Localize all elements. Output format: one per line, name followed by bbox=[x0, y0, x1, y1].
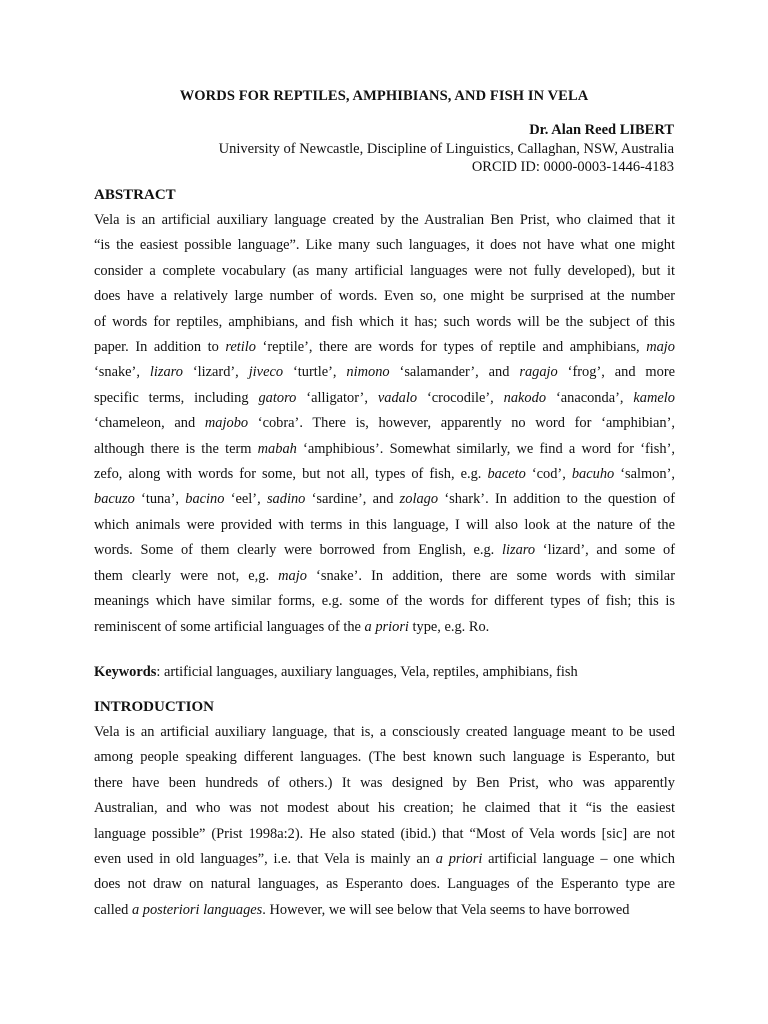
abstract-line: specific terms, including gatoro ‘alligator’, vadalo ‘crocodile’, nakodo ‘anaconda’, kamelo bbox=[94, 389, 675, 406]
abstract-line: of words for reptiles, amphibians, and fish which it has; such words will be the subject of this bbox=[94, 313, 675, 330]
abstract-heading: ABSTRACT bbox=[94, 187, 176, 203]
introduction-line: even used in old languages”, i.e. that Vela is mainly an a priori artificial language – one which bbox=[94, 851, 676, 868]
author-name: Dr. Alan Reed LIBERT bbox=[529, 122, 674, 138]
abstract-line: meanings which have similar forms, e.g. some of the words for different types of fish; this is bbox=[94, 593, 675, 610]
introduction-line: called a posteriori languages. However, we will see below that Vela seems to have borrowed bbox=[94, 901, 630, 918]
paper-title: WORDS FOR REPTILES, AMPHIBIANS, AND FISH IN VELA bbox=[179, 88, 589, 104]
introduction-line: there have been hundreds of others.) It was designed by Ben Prist, who was apparently bbox=[94, 774, 675, 791]
keywords-text: : artificial languages, auxiliary languages, Vela, reptiles, amphibians, fish bbox=[156, 664, 578, 680]
abstract-line: although there is the term mabah ‘amphibious’. Somewhat similarly, we find a word for ‘fish’, bbox=[94, 440, 675, 457]
introduction-line: Vela is an artificial auxiliary language, that is, a consciously created language meant to be used bbox=[94, 724, 675, 740]
introduction-line: language possible” (Prist 1998a:2). He also stated (ibid.) that “Most of Vela words [sic] are not bbox=[94, 825, 675, 842]
abstract-line: paper. In addition to retilo ‘reptile’, there are words for types of reptile and amphibians, majo bbox=[94, 339, 675, 356]
introduction-line: Australian, and who was not modest about his creation; he claimed that it “is the easiest bbox=[94, 800, 675, 817]
abstract-line: words. Some of them clearly were borrowed from English, e.g. lizaro ‘lizard’, and some of bbox=[94, 542, 675, 559]
abstract-body bbox=[94, 208, 675, 640]
introduction-body bbox=[94, 720, 675, 923]
abstract-line: them clearly were not, e,g. majo ‘snake’. In addition, there are some words with similar bbox=[94, 567, 675, 584]
abstract-line: does have a relatively large number of words. Even so, one might be surprised at the number bbox=[94, 288, 675, 305]
abstract-line: ‘snake’, lizaro ‘lizard’, jiveco ‘turtle’, nimono ‘salamander’, and ragajo ‘frog’, and more bbox=[94, 364, 676, 381]
abstract-line: reminiscent of some artificial languages of the a priori type, e.g. Ro. bbox=[94, 618, 490, 635]
author-orcid: ORCID ID: 0000-0003-1446-4183 bbox=[471, 159, 674, 175]
abstract-line: which animals were provided with terms in this language, I will also look at the nature of the bbox=[94, 516, 675, 533]
author-block bbox=[219, 121, 674, 176]
abstract-line: ‘chameleon, and majobo ‘cobra’. There is, however, apparently no word for ‘amphibian’, bbox=[94, 415, 675, 432]
abstract-line: “is the easiest possible language”. Like many such languages, it does not have what one might bbox=[94, 237, 675, 254]
abstract-line: zefo, along with words for some, but not all, types of fish, e.g. baceto ‘cod’, bacuho ‘salmon’, bbox=[94, 466, 676, 483]
keywords-label: Keywords bbox=[94, 664, 157, 680]
introduction-heading: INTRODUCTION bbox=[94, 699, 215, 715]
abstract-line: bacuzo ‘tuna’, bacino ‘eel’, sadino ‘sardine’, and zolago ‘shark’. In addition to the question of bbox=[94, 491, 675, 508]
abstract-line: Vela is an artificial auxiliary language created by the Australian Ben Prist, who claimed that it bbox=[94, 212, 675, 228]
author-affiliation: University of Newcastle, Discipline of Linguistics, Callaghan, NSW, Australia bbox=[218, 141, 674, 157]
abstract-line: consider a complete vocabulary (as many artificial languages were not fully developed), but it bbox=[94, 262, 675, 279]
keywords bbox=[94, 664, 578, 681]
introduction-line: among people speaking different languages. (The best known such language is Esperanto, but bbox=[94, 749, 675, 766]
introduction-line: does not draw on natural languages, as Esperanto does. Languages of the Esperanto type are bbox=[94, 876, 675, 893]
